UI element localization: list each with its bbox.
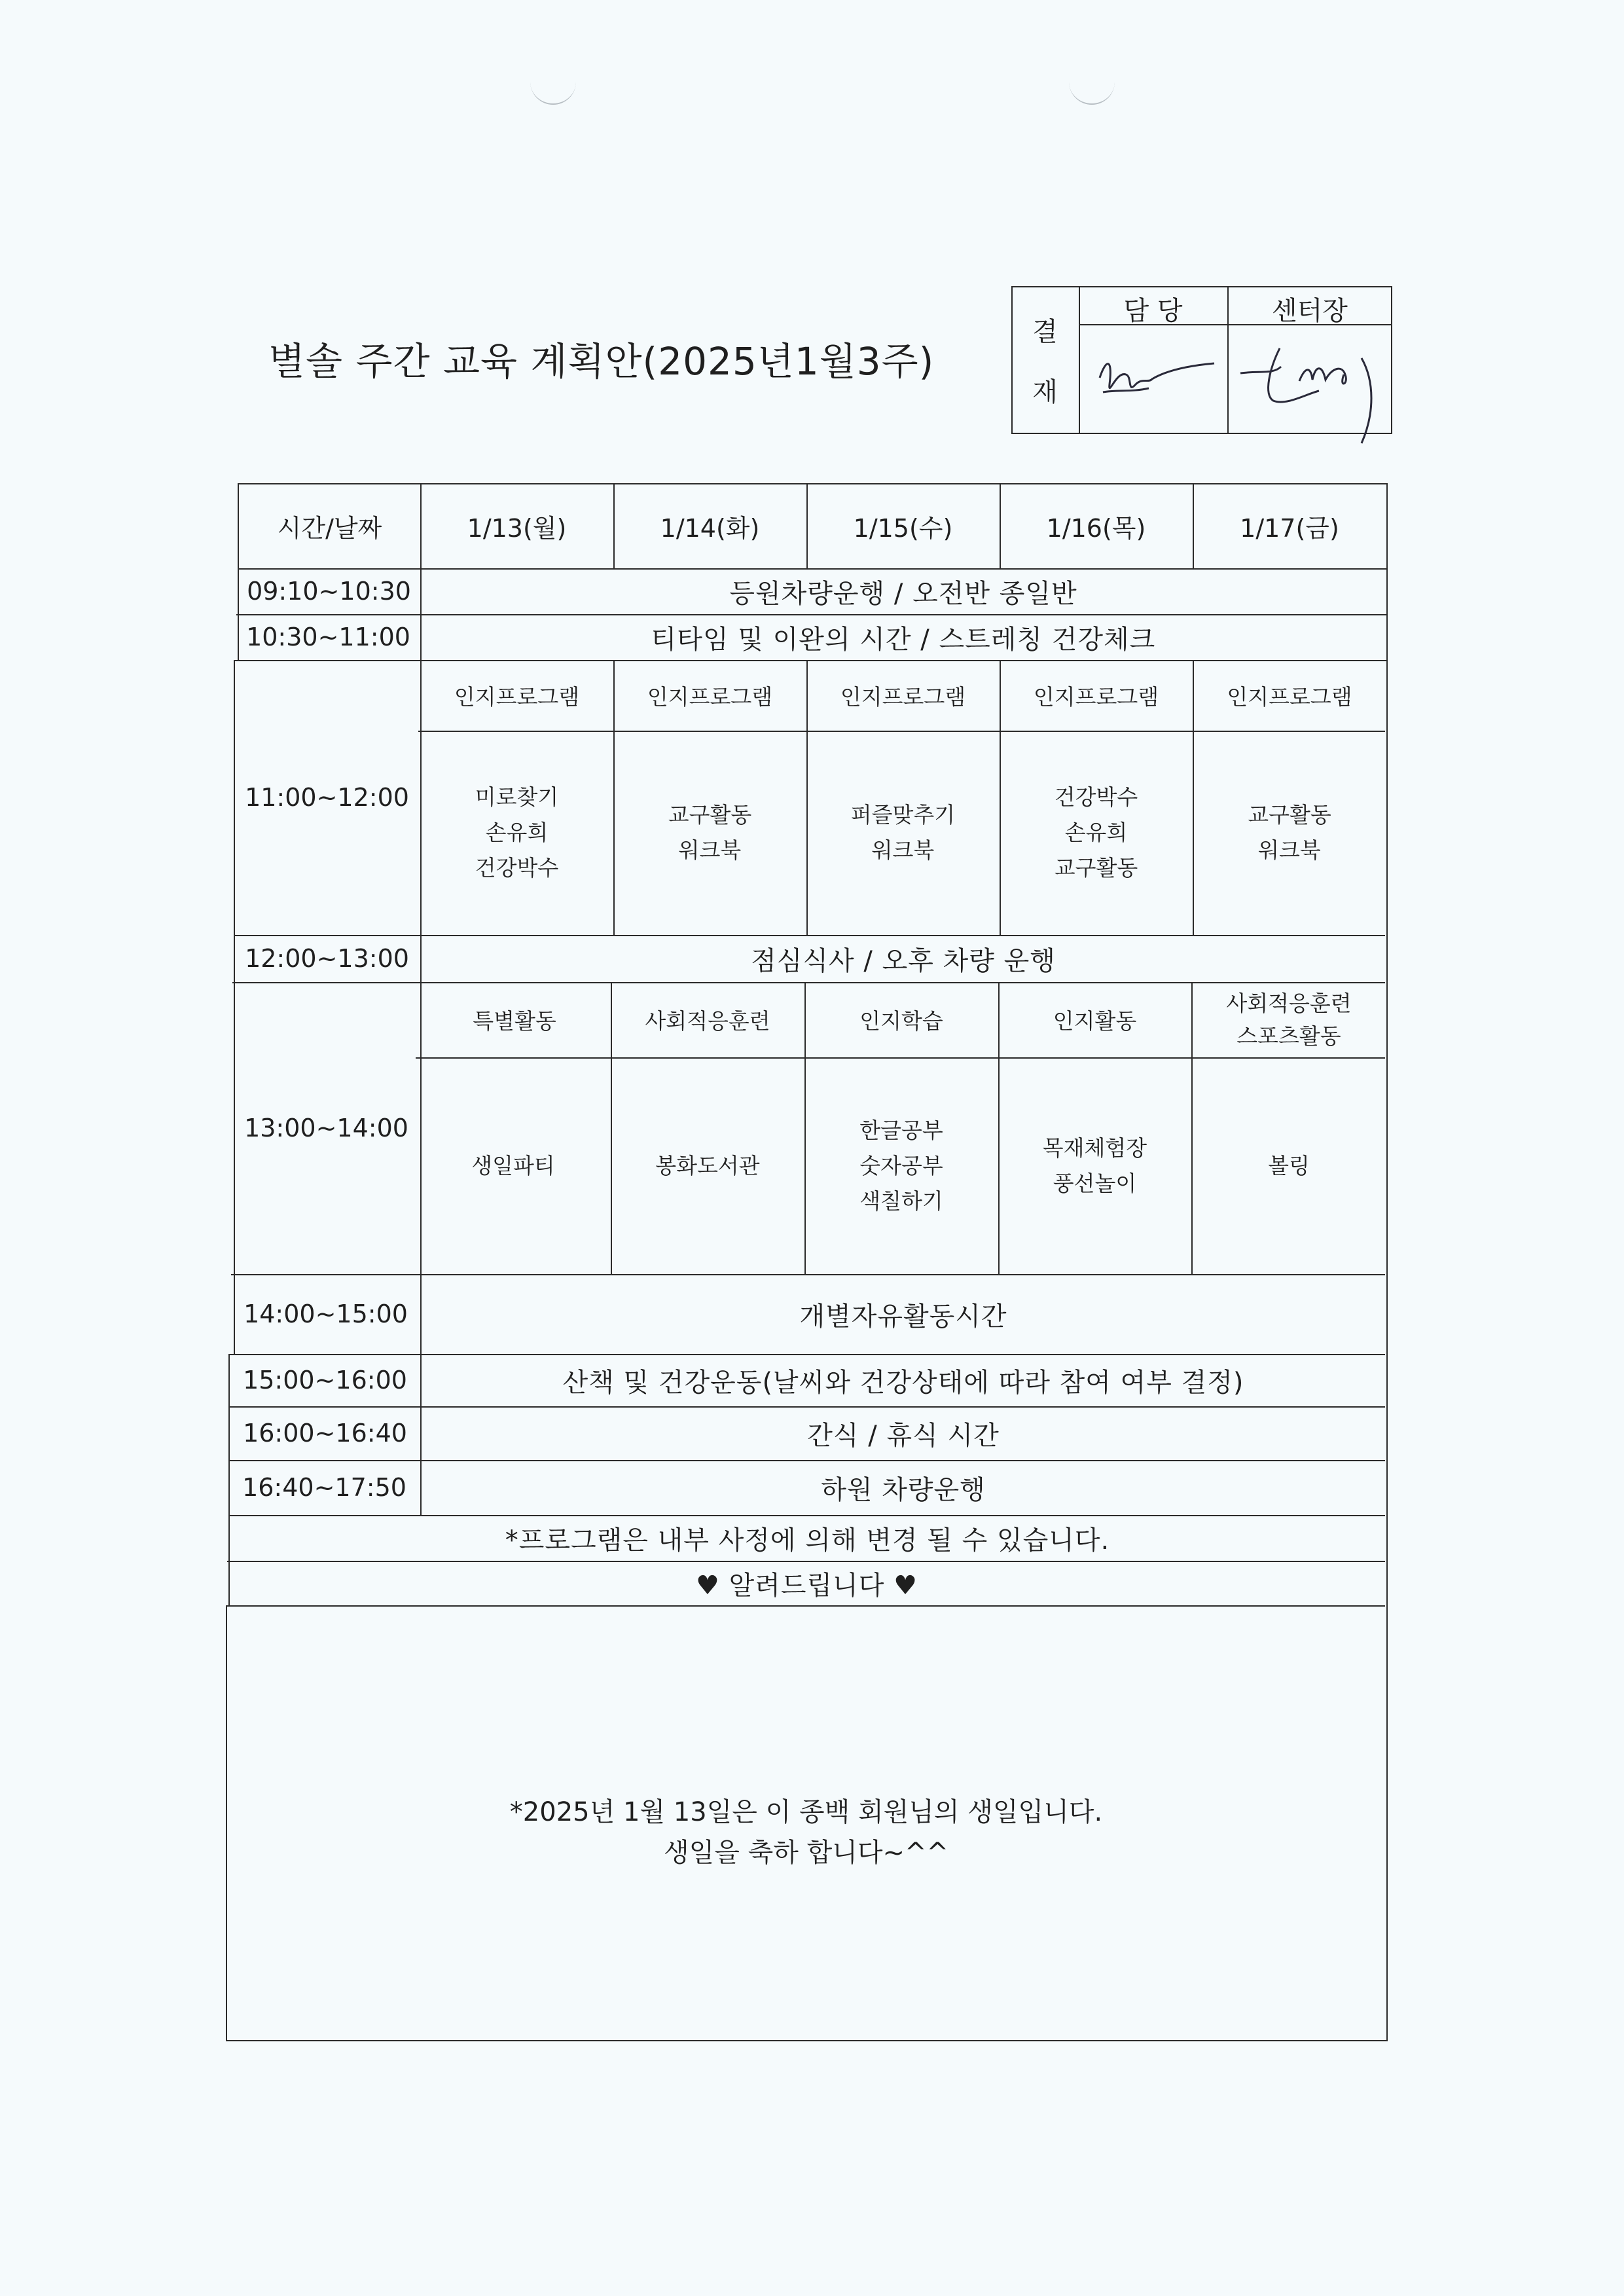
activity-cell-wed — [804, 1057, 998, 1274]
punch-hole-mark — [530, 77, 576, 105]
slot-content-1500: 산책 및 건강운동(날씨와 건강상태에 따라 참여 여부 결정) — [562, 1367, 1244, 1398]
activity-item: 건강박수 — [475, 855, 559, 881]
program-category-mon: 인지프로그램 — [454, 683, 580, 710]
activity-item: 생일파티 — [471, 1152, 555, 1178]
activity-item: 교구활동 — [1054, 855, 1138, 881]
notice-line: *2025년 1월 13일은 이 종백 회원님의 생일입니다. — [509, 1797, 1103, 1827]
program-category-wed: 인지프로그램 — [840, 683, 966, 710]
time-slot-1300: 13:00~14:00 — [244, 1114, 408, 1142]
program-category-mon: 특별활동 — [473, 1008, 556, 1034]
notice-header: ♥ 알려드립니다 ♥ — [696, 1570, 918, 1601]
activity-item: 워크북 — [678, 837, 742, 863]
time-slot-1600: 16:00~16:40 — [243, 1419, 407, 1448]
category-line: 사회적응훈련 — [1226, 990, 1352, 1016]
activity-cell-thu — [998, 1057, 1191, 1274]
program-category-tue: 인지프로그램 — [647, 683, 773, 710]
activity-item: 손유희 — [485, 820, 549, 845]
activity-item: 워크북 — [871, 837, 935, 863]
approval-col-director: 센터장 — [1272, 296, 1348, 326]
activity-item: 봉화도서관 — [655, 1152, 760, 1178]
time-slot-0910: 09:10~10:30 — [247, 577, 411, 606]
program-category-tue: 사회적응훈련 — [645, 1008, 770, 1034]
activity-item: 숫자공부 — [859, 1152, 943, 1178]
time-slot-1400: 14:00~15:00 — [244, 1300, 408, 1328]
page-title: 별솔 주간 교육 계획안(2025년1월3주) — [268, 339, 935, 384]
program-category-wed: 인지학습 — [859, 1008, 943, 1034]
activity-item: 한글공부 — [859, 1117, 943, 1143]
activity-item: 교구활동 — [668, 802, 752, 828]
header-day-tue: 1/14(화) — [660, 513, 760, 543]
activity-item: 퍼즐맞추기 — [850, 802, 956, 828]
notice-line: 생일을 축하 합니다~^^ — [663, 1838, 949, 1868]
manager-signature — [1087, 332, 1221, 424]
activity-item: 건강박수 — [1054, 784, 1138, 810]
time-slot-1030: 10:30~11:00 — [246, 623, 410, 651]
time-slot-1100: 11:00~12:00 — [245, 783, 409, 812]
activity-item: 목재체험장 — [1042, 1135, 1147, 1161]
program-change-note: *프로그램은 내부 사정에 의해 변경 될 수 있습니다. — [505, 1525, 1110, 1556]
slot-content-1600: 간식 / 휴식 시간 — [807, 1420, 1000, 1451]
program-category-thu: 인지프로그램 — [1033, 683, 1159, 710]
time-slot-1500: 15:00~16:00 — [243, 1366, 407, 1394]
activity-item: 풍선놀이 — [1053, 1170, 1137, 1196]
punch-hole-mark — [1069, 77, 1115, 105]
slot-content-1400: 개별자유활동시간 — [799, 1301, 1007, 1332]
activity-item: 워크북 — [1258, 837, 1321, 863]
slot-content-1640: 하원 차량운행 — [821, 1474, 986, 1505]
approval-box — [1011, 286, 1392, 434]
notice-body — [226, 1605, 1386, 2040]
activity-cell-wed — [806, 731, 1000, 935]
activity-cell-fri — [1193, 731, 1386, 935]
header-day-thu: 1/16(목) — [1046, 513, 1146, 543]
header-day-wed: 1/15(수) — [853, 513, 953, 543]
activity-item: 손유희 — [1064, 820, 1128, 845]
program-category-fri: 인지프로그램 — [1227, 683, 1352, 710]
approval-col-manager: 담 당 — [1123, 296, 1183, 326]
activity-item: 미로찾기 — [475, 784, 559, 810]
approval-side-label: 재 — [1032, 377, 1058, 407]
activity-cell-fri — [1191, 1057, 1386, 1274]
time-slot-1640: 16:40~17:50 — [242, 1473, 406, 1502]
activity-item: 색칠하기 — [859, 1188, 943, 1214]
activity-cell-thu — [1000, 731, 1193, 935]
approval-side-label: 결 — [1032, 317, 1058, 347]
activity-item: 볼링 — [1268, 1152, 1310, 1178]
slot-content-0910: 등원차량운행 / 오전반 종일반 — [729, 578, 1077, 609]
category-line: 스포츠활동 — [1236, 1023, 1341, 1049]
activity-cell-mon — [416, 1057, 611, 1274]
activity-cell-mon — [420, 731, 613, 935]
time-slot-1200: 12:00~13:00 — [245, 944, 409, 973]
program-category-thu: 인지활동 — [1053, 1008, 1137, 1034]
activity-item: 교구활동 — [1248, 802, 1331, 828]
activity-cell-tue — [611, 1057, 804, 1274]
director-signature — [1234, 329, 1391, 453]
activity-cell-tue — [613, 731, 806, 935]
slot-content-1200: 점심식사 / 오후 차량 운행 — [751, 945, 1056, 976]
slot-content-1030: 티타임 및 이완의 시간 / 스트레칭 건강체크 — [651, 624, 1156, 655]
program-category-fri — [1191, 982, 1386, 1057]
header-day-mon: 1/13(월) — [467, 513, 567, 543]
header-day-fri: 1/17(금) — [1240, 513, 1339, 543]
header-time-date: 시간/날짜 — [277, 513, 382, 543]
